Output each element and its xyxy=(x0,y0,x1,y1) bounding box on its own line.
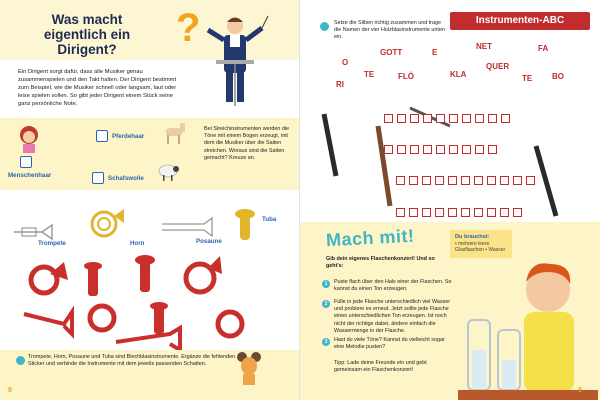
mouse-icon xyxy=(236,350,262,386)
answer-box[interactable] xyxy=(500,176,509,185)
question-text: Bei Streichinstrumenten werden die Töne mit einem Bogen erzeugt, mit dem die Musiker über die Saiten streichen. Woraus sind die Saiten gemacht? Kreuze an. xyxy=(204,126,290,161)
label-tuba: Tuba xyxy=(262,216,277,223)
answer-box[interactable] xyxy=(397,145,406,154)
checkbox-menschenhaar[interactable] xyxy=(20,156,32,168)
option-schafswolle: Schafswolle xyxy=(108,175,144,182)
answer-box[interactable] xyxy=(384,114,393,123)
answer-box[interactable] xyxy=(448,208,457,217)
answer-box[interactable] xyxy=(501,114,510,123)
answer-box[interactable] xyxy=(409,208,418,217)
answer-box[interactable] xyxy=(475,145,484,154)
answer-box[interactable] xyxy=(475,114,484,123)
answer-box[interactable] xyxy=(461,176,470,185)
label-horn: Horn xyxy=(130,240,145,247)
page-title: Was macht eigentlich ein Dirigent? xyxy=(43,12,131,57)
mach-mit-heading: Mach mit! xyxy=(325,225,415,251)
abc-title: Instrumenten-ABC xyxy=(450,12,590,30)
question-mark-icon: ? xyxy=(176,6,201,50)
syllable-bo: BO xyxy=(552,72,564,81)
step-1: Puste flach über den Hals einer der Flaschen. So kannst du einen Ton erzeugen. xyxy=(334,279,452,293)
answer-box[interactable] xyxy=(474,208,483,217)
option-menschenhaar: Menschenhaar xyxy=(8,172,52,179)
step-2: Fülle in jede Flasche unterschiedlich viel Wasser und probiere es erneut. Jetzt sollte jede Flasche einen unterschiedlichen Ton erzeugen. Ist noch nicht der richtige dabei, ändere einfach die Wassermenge in der Flasche. xyxy=(334,299,451,334)
syllable-fa: FA xyxy=(538,44,549,53)
answer-box[interactable] xyxy=(500,208,509,217)
brauchst-items: • mehrere leere Glasflaschen • Wasser xyxy=(455,240,506,253)
horn-golden xyxy=(88,206,126,242)
answer-box[interactable] xyxy=(449,114,458,123)
syllable-quer: QUER xyxy=(486,62,510,71)
answer-box[interactable] xyxy=(423,114,432,123)
syllable-kla: KLA xyxy=(450,70,467,79)
answer-box[interactable] xyxy=(422,176,431,185)
lead-text: Gib dein eigenes Flaschenkonzert! Und so geht's: xyxy=(326,256,435,270)
syllable-gott: GOTT xyxy=(380,48,403,57)
label-posaune: Posaune xyxy=(196,238,222,245)
answer-box[interactable] xyxy=(462,114,471,123)
intro-text: Ein Dirigent sorgt dafür, dass alle Musiker genau zusammenspielen und den Takt halten. Der Dirigent bestimmt zum Beispiel, wie die Musiker schnell oder langsam, laut oder leise spielen sollen. So gibt jeder Dirigent einem Stück seine ganz persönliche Note. xyxy=(18,69,177,107)
boy-with-bottles-illustration xyxy=(458,250,598,400)
syllable-te-1: TE xyxy=(364,70,375,79)
trumpet-outline xyxy=(12,222,62,242)
answer-box[interactable] xyxy=(435,208,444,217)
bottom-text: Trompete, Horn, Posaune und Tuba sind Blechblasinstrumente. Ergänze die fehlenden Sticker und verbinde die Instrumente mit dem jeweils passenden Schatten. xyxy=(28,354,236,368)
syllable-floe: FLÖ xyxy=(398,72,414,81)
answer-box[interactable] xyxy=(384,145,393,154)
sheep-icon xyxy=(156,162,180,182)
checkbox-pferdehaar[interactable] xyxy=(96,130,108,142)
answer-box[interactable] xyxy=(487,176,496,185)
answer-box[interactable] xyxy=(513,208,522,217)
abc-instruction: Setze die Silben richtig zusammen und trage die Namen der vier Holzblasinstrumente unten ein. xyxy=(334,20,445,41)
tuba-golden xyxy=(232,206,258,246)
red-instrument-shadows xyxy=(20,254,260,354)
answer-box[interactable] xyxy=(488,145,497,154)
bottom-marker-icon xyxy=(16,356,25,365)
right-page xyxy=(300,0,600,400)
answer-box[interactable] xyxy=(396,176,405,185)
syllable-o: O xyxy=(342,58,349,67)
answer-box[interactable] xyxy=(513,176,522,185)
answer-box[interactable] xyxy=(422,208,431,217)
answer-box[interactable] xyxy=(449,145,458,154)
label-trompete: Trompete xyxy=(38,240,66,247)
answer-box[interactable] xyxy=(461,208,470,217)
syllable-e: E xyxy=(432,48,438,57)
answer-box[interactable] xyxy=(448,176,457,185)
syllable-te-2: TE xyxy=(522,74,533,83)
page-number-left: 8 xyxy=(8,387,12,394)
answer-box[interactable] xyxy=(409,176,418,185)
tip-text: Tipp: Lade deine Freunde ein und gebt gemeinsam ein Flaschenkonzert! xyxy=(334,360,427,374)
answer-box[interactable] xyxy=(396,208,405,217)
step-2-number: 2 xyxy=(322,300,330,308)
step-3-number: 3 xyxy=(322,338,330,346)
option-pferdehaar: Pferdehaar xyxy=(112,133,145,140)
girl-icon xyxy=(16,124,42,154)
answer-box[interactable] xyxy=(436,145,445,154)
answer-box[interactable] xyxy=(410,145,419,154)
step-3: Hast du viele Töne? Kannst du vielleicht sogar eine Melodie pusten? xyxy=(334,337,445,351)
step-1-number: 1 xyxy=(322,280,330,288)
brauchst-title: Du brauchst: xyxy=(455,234,490,240)
page-number-right: 9 xyxy=(578,387,582,394)
answer-box[interactable] xyxy=(410,114,419,123)
answer-box[interactable] xyxy=(435,176,444,185)
syllable-net: NET xyxy=(476,42,492,51)
checkbox-schafswolle[interactable] xyxy=(92,172,104,184)
conductor-illustration xyxy=(200,10,270,110)
answer-box[interactable] xyxy=(397,114,406,123)
answer-box[interactable] xyxy=(423,145,432,154)
answer-box[interactable] xyxy=(462,145,471,154)
answer-box[interactable] xyxy=(487,208,496,217)
trombone-outline xyxy=(160,216,220,238)
answer-box[interactable] xyxy=(526,176,535,185)
answer-box[interactable] xyxy=(488,114,497,123)
answer-box[interactable] xyxy=(436,114,445,123)
instruction-marker-icon xyxy=(320,22,329,31)
answer-box[interactable] xyxy=(474,176,483,185)
horse-icon xyxy=(160,120,190,146)
syllable-ri: RI xyxy=(336,80,344,89)
